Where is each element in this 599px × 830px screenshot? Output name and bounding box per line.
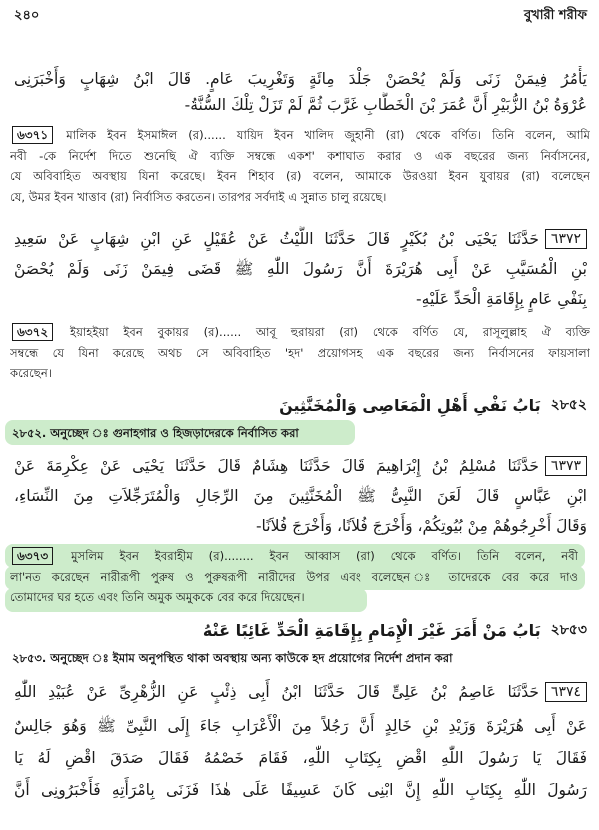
arabic-text-line: فَقَالَ يَا رَسُولَ اللّٰهِ اقْضِ بِكِتَابِ اللّٰهِ، فَقَامَ خَصْمُهُ فَقَالَ صَدَقَ اقْضِ لَهُ يَا bbox=[14, 749, 587, 767]
arabic-text-line: حَدَّثَنَا مُسْلِمُ بْنُ إِبْرَاهِيمَ قَالَ حَدَّثَنَا هِشَامٌ قَالَ حَدَّثَنَا يَحْيَى عَنْ عِكْرِمَةَ عَنْ bbox=[14, 457, 539, 475]
translation-line: তোমাদের ঘর হতে এবং তিনি অমুক অমুককে বের করে দিয়েছেন। bbox=[10, 590, 305, 604]
chapter-heading-arabic bbox=[203, 618, 587, 642]
translation-line: মুসলিম ইবন ইবরাহীম (র)........ ইবন আব্বাস (রা) থেকে বর্ণিত। তিনি বলেন, নবী bbox=[71, 549, 578, 563]
translation-line: মালিক ইবন ইসমাঈল (র)...... যায়িদ ইবন খালিদ জুহানী (রা) থেকে বর্ণিত। তিনি বলেন, আমি bbox=[66, 128, 590, 142]
arabic-text-line: حَدَّثَنَا عَاصِمُ بْنُ عَلِىٍّ قَالَ حَدَّثَنَا ابْنُ أَبِى ذِئْبٍ عَنِ الزُّهْرِىِّ عَنْ عُبَيْدِ اللّٰهِ bbox=[14, 683, 539, 701]
translation-line: ইয়াহইয়া ইবন বুকায়র (র)...... আবূ হুরায়রা (রা) থেকে বর্ণিত যে, রাসূলুল্লাহ ঐ ব্যক্তি bbox=[70, 325, 590, 339]
arabic-text-line: عَنْ أَبِى هُرَيْرَةَ وَزَيْدِ بْنِ خَالِدٍ أَنَّ رَجُلاً مِنَ الْأَعْرَابِ جَاءَ إِلَى النَّبِىِّ ﷺ وَهُوَ جَالِسٌ bbox=[14, 717, 587, 735]
chapter-title-arabic: بَابُ مَنْ أَمَرَ غَيْرَ الْإِمَامِ بِإِقَامَةِ الْحَدِّ غَائِبًا عَنْهُ bbox=[202, 620, 541, 640]
chapter-heading-arabic bbox=[279, 393, 587, 417]
hadith-number-arabic: ٦٣٧٤ bbox=[545, 682, 587, 702]
hadith-6372-arabic bbox=[14, 224, 587, 314]
arabic-text-line: وَقَالَ أَخْرِجُوهُمْ مِنْ بُيُوتِكُمْ، وَأَخْرَجَ فُلاَنًا، وَأَخْرَجَ فُلاَنًا- bbox=[255, 517, 587, 535]
arabic-text-line: رَسُولَ اللّٰهِ بِكِتَابِ اللّٰهِ إِنَّ ابْنِى كَانَ عَسِيفًا عَلَى هٰذَا فَزَنَى بِامْرَأَتِهِ فَأَخْبَرُونِى أَنَّ bbox=[14, 781, 587, 799]
hadith-6373-arabic bbox=[14, 451, 587, 541]
translation-line: সম্বন্ধে যে যিনা করেছে অথচ সে অবিবাহিত 'হদ' প্রয়োগসহ এক বছরের জন্য নির্বাসনের ফায়সালা bbox=[10, 345, 590, 360]
hadith-6372-translation bbox=[10, 322, 590, 384]
book-title: বুখারী শরীফ bbox=[523, 8, 587, 23]
arabic-text-line: عُرْوَةُ بْنُ الزُّبَيْرِ أَنَّ عُمَرَ بْنَ الْخَطَّابِ غَرَّبَ ثُمَّ لَمْ تَزَلْ تِلْكَ السُّنَّةُ- bbox=[184, 96, 587, 114]
translation-line: যে, উমর ইবন খাত্তাব (রা) নির্বাসিত করতেন। তারপর সর্বদাই এ সুন্নাত চালু রয়েছে। bbox=[10, 189, 387, 204]
hadith-number-arabic: ٦٣٧٣ bbox=[545, 456, 587, 476]
hadith-number: ৬৩৭১ bbox=[12, 126, 53, 144]
chapter-heading-bengali: ২৮৫২. অনুচ্ছেদ ঃ গুনাহগার ও হিজড়াদেরকে নির্বাসিত করা bbox=[12, 426, 299, 440]
hadith-number: ৬৩৭৩ bbox=[12, 547, 53, 565]
translation-line: নবী -কে নির্দেশ দিতে শুনেছি ঐ ব্যক্তি সম্বন্ধে একশ' কশাঘাত করার ও এক বছরের জন্য নির্বাসনের, bbox=[10, 148, 590, 163]
chapter-number: ২৮৫২ bbox=[550, 397, 587, 413]
hadith-6373-translation bbox=[10, 546, 590, 608]
arabic-text-line: بِنَفْىِ عَامٍ بِإِقَامَةِ الْحَدِّ عَلَيْهِ- bbox=[416, 290, 587, 308]
translation-line: যে অবিবাহিত অবস্থায় যিনা করেছে। ইবন শিহাব (র) বলেন, আমাকে উরওয়া ইবন যুবায়র (রা) বলেছেন bbox=[10, 169, 590, 183]
chapter-number: ২৮৫৩ bbox=[550, 622, 587, 638]
translation-line: লা'নত করেছেন নারীরূপী পুরুষ ও পুরুষরূপী নারীদের উপর এবং বলেছেন ঃ তাদেরকে বের করে দাও bbox=[10, 569, 578, 584]
hadith-6371-translation bbox=[10, 125, 590, 207]
arabic-text-line: يَأْمُرُ فِيمَنْ زَنَى وَلَمْ يُحْصَنْ جَلْدَ مِائَةٍ وَتَغْرِيبَ عَامٍ. قَالَ ابْنُ شِهَابٍ وَأَخْبَرَنِى bbox=[14, 70, 587, 88]
arabic-text-line: ابْنِ عَبَّاسٍ قَالَ لَعَنَ النَّبِىُّ ﷺ الْمُخَنَّثِينَ مِنَ الرِّجَالِ وَالْمُتَرَجِّلاَتِ مِنَ النِّسَاءِ، bbox=[14, 487, 587, 505]
chapter-title-arabic: بَابُ نَفْىِ أَهْلِ الْمَعَاصِى وَالْمُخَنَّثِينَ bbox=[279, 395, 541, 415]
page-number: ২৪০ bbox=[14, 8, 40, 23]
hadith-6374-arabic bbox=[14, 674, 587, 806]
arabic-text-line: حَدَّثَنَا يَحْيَى بْنُ بُكَيْرٍ قَالَ حَدَّثَنَا اللَّيْثُ عَنْ عُقَيْلٍ عَنِ ابْنِ شِهَابٍ عَنْ سَعِيدِ bbox=[14, 230, 539, 248]
hadith-number: ৬৩৭২ bbox=[12, 323, 53, 341]
translation-line: করেছেন। bbox=[10, 366, 52, 380]
chapter-heading-bengali: ২৮৫৩. অনুচ্ছেদ ঃ ইমাম অনুপস্থিত থাকা অবস্থায় অন্য কাউকে হদ প্রয়োগের নির্দেশ প্রদান করা bbox=[12, 651, 453, 665]
hadith-number-arabic: ٦٣٧٢ bbox=[545, 229, 587, 249]
arabic-text-line: بْنِ الْمُسَيَّبِ عَنْ أَبِى هُرَيْرَةَ أَنَّ رَسُولَ اللّٰهِ ﷺ قَضَى فِيمَنْ زَنَى وَلَمْ يُحْصَنْ bbox=[14, 260, 587, 278]
